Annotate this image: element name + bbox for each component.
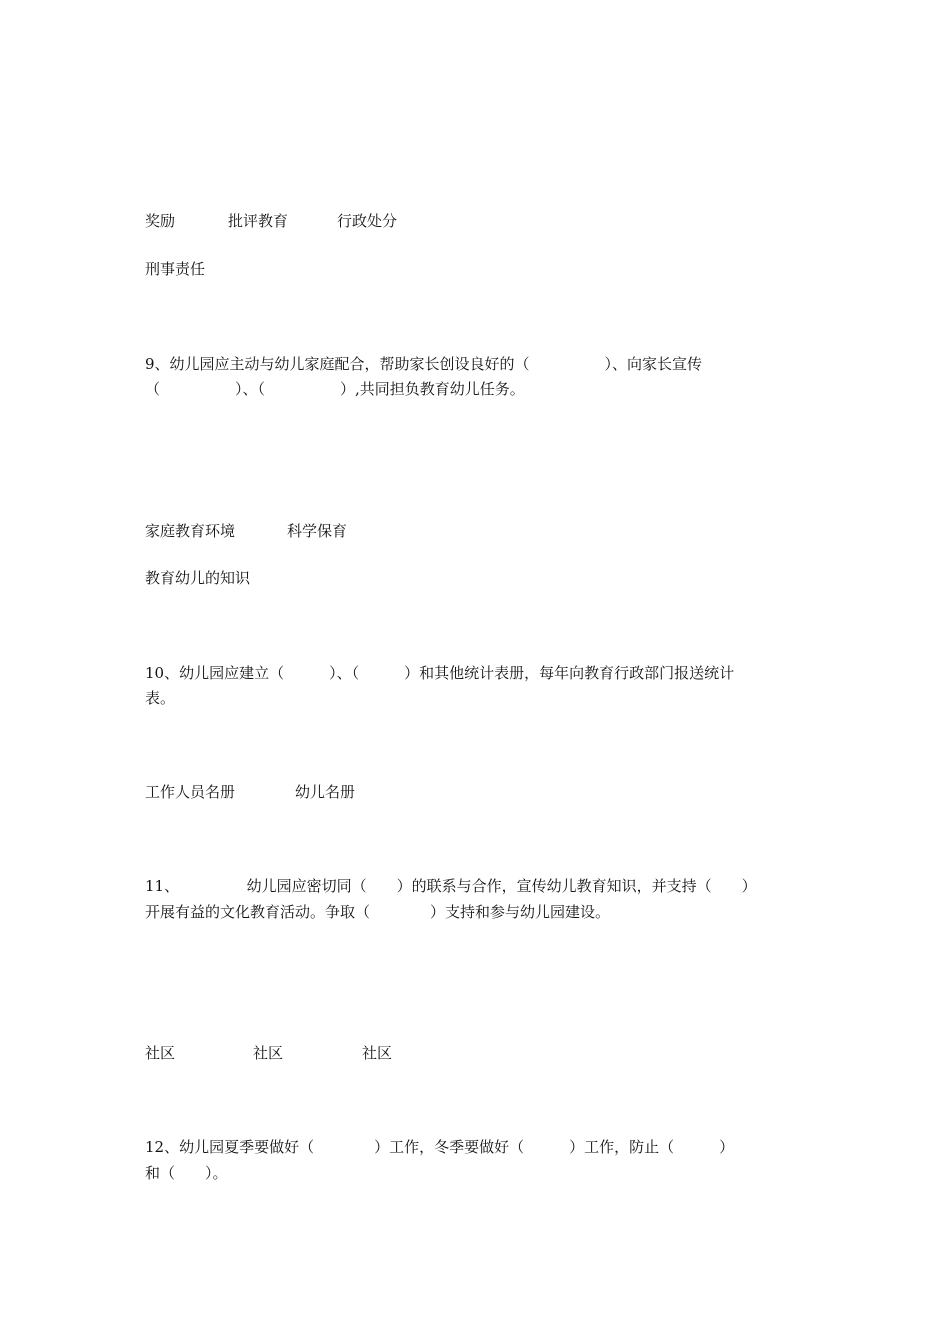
answer-q9-2: 科学保育 [287, 522, 348, 540]
question-10-line-2: 表。 [145, 689, 176, 707]
question-10-line-1: 10、幼儿园应建立（ ）、（ ）和其他统计表册，每年向教育行政部门报送统计 [145, 664, 735, 682]
answer-q11-3: 社区 [362, 1044, 393, 1062]
answer-q8-1: 奖励 [145, 212, 176, 230]
question-11-line-2: 开展有益的文化教育活动。争取（ ）支持和参与幼儿园建设。 [145, 903, 611, 921]
answer-q8-4: 刑事责任 [145, 260, 206, 278]
question-12-line-1: 12、幼儿园夏季要做好（ ）工作，冬季要做好（ ）工作，防止（ ） [145, 1138, 735, 1156]
answer-q8-3: 行政处分 [337, 212, 398, 230]
question-9-line-2: （ ）、（ ）,共同担负教育幼儿任务。 [145, 380, 525, 398]
answer-q10-1: 工作人员名册 [145, 783, 236, 801]
answer-q11-1: 社区 [145, 1044, 176, 1062]
answer-q8-2: 批评教育 [228, 212, 289, 230]
question-11-line-1: 11、 幼儿园应密切同（ ）的联系与合作，宣传幼儿教育知识，并支持（ ） [145, 877, 757, 895]
answer-q10-2: 幼儿名册 [295, 783, 356, 801]
question-12-line-2: 和（ ）。 [145, 1164, 228, 1182]
question-9-line-1: 9、幼儿园应主动与幼儿家庭配合，帮助家长创设良好的（ ）、向家长宣传 [145, 355, 703, 373]
answer-q9-1: 家庭教育环境 [145, 522, 236, 540]
answer-q11-2: 社区 [253, 1044, 284, 1062]
answer-q9-3: 教育幼儿的知识 [145, 569, 251, 587]
